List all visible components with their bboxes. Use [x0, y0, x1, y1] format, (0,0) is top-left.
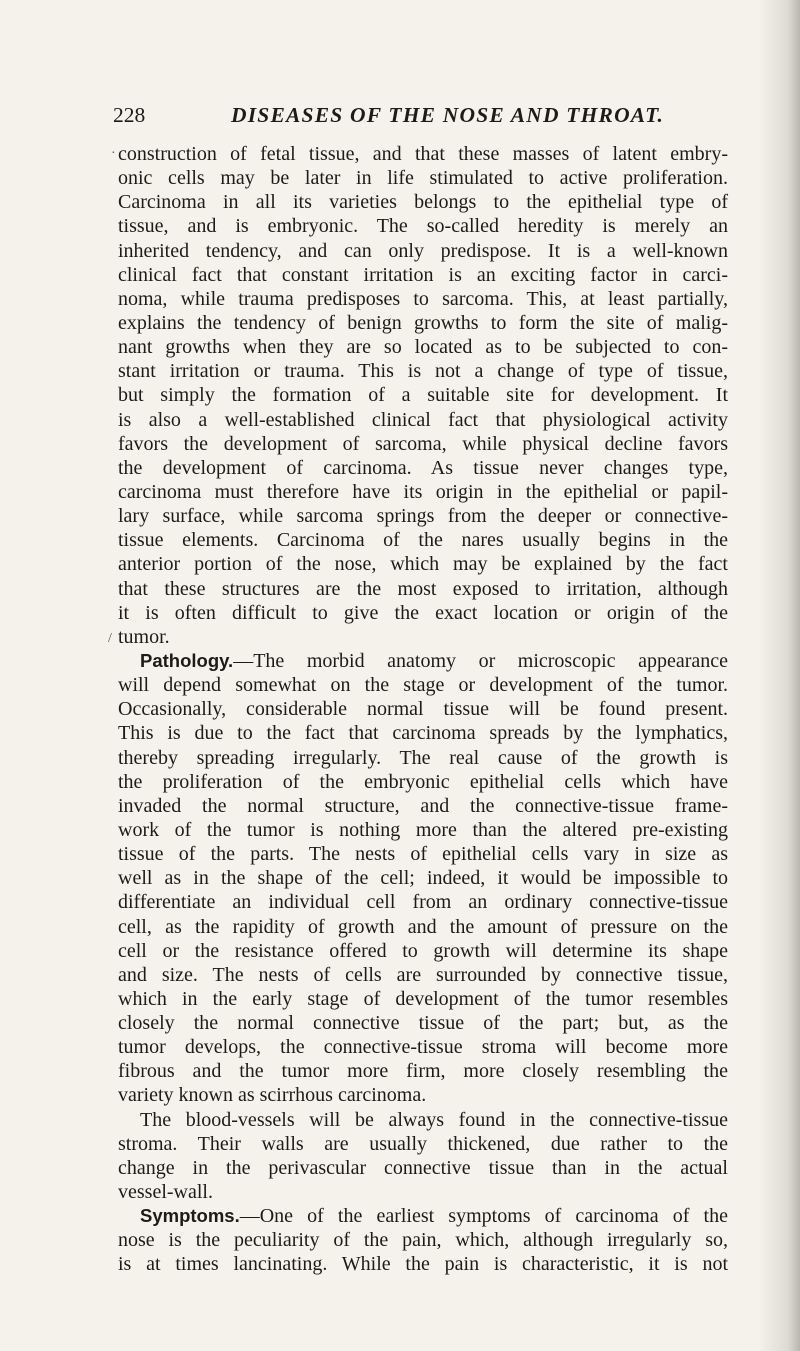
text-line: change in the perivascular connective tissue than in the actual — [118, 1156, 728, 1179]
symptoms-lead: —One of the earliest symptoms of carcinoma of the — [239, 1205, 728, 1228]
text-line: anterior portion of the nose, which may be explained by the fact — [118, 553, 728, 576]
text-line: which in the early stage of development of the tumor resembles — [118, 987, 728, 1010]
text-line: is also a well-established clinical fact that physiological activity — [118, 408, 728, 431]
text-line: tissue of the parts. The nests of epithelial cells vary in size as — [118, 843, 728, 866]
text-line: stant irritation or trauma. This is not a change of type of tissue, — [118, 360, 728, 383]
text-line: carcinoma must therefore have its origin in the epithelial or papil- — [118, 480, 728, 503]
text-line: but simply the formation of a suitable site for development. It — [118, 384, 728, 407]
text-line: fibrous and the tumor more firm, more closely resembling the — [118, 1060, 728, 1083]
body-text — [118, 142, 728, 1277]
text-line: cell or the resistance offered to growth will determine its shape — [118, 939, 728, 962]
text-line: favors the development of sarcoma, while physical decline favors — [118, 432, 728, 455]
text-line: invaded the normal structure, and the connective-tissue frame- — [118, 794, 728, 817]
text-line: construction of fetal tissue, and that these masses of latent embry- — [118, 143, 728, 165]
text-line: nant growths when they are so located as to be subjected to con- — [118, 336, 728, 359]
text-line: explains the tendency of benign growths to form the site of malig- — [118, 311, 728, 334]
text-line: This is due to the fact that carcinoma spreads by the lymphatics, — [118, 722, 728, 745]
text-line: cell, as the rapidity of growth and the amount of pressure on the — [118, 915, 728, 938]
margin-mark-dot: · — [111, 146, 116, 161]
text-line: differentiate an individual cell from an ordinary connective-tissue — [118, 891, 728, 914]
text-line: onic cells may be later in life stimulated to active proliferation. — [118, 167, 728, 190]
pathology-heading: Pathology. — [140, 649, 234, 671]
text-line: is at times lancinating. While the pain is characteristic, it is not — [118, 1253, 728, 1276]
text-line: that these structures are the most exposed to irritation, although — [118, 577, 728, 600]
text-line: tumor. — [118, 625, 170, 648]
text-line: tumor develops, the connective-tissue stroma will become more — [118, 1036, 728, 1059]
page-edge-shadow — [758, 0, 800, 1351]
text-line: thereby spreading irregularly. The real cause of the growth is — [118, 746, 728, 769]
text-line: vessel-wall. — [118, 1181, 213, 1204]
text-line: The blood-vessels will be always found in the connective-tissue — [140, 1108, 728, 1131]
page-number: 228 — [113, 103, 146, 127]
text-line: lary surface, while sarcoma springs from the deeper or connective- — [118, 505, 728, 528]
text-line: tissue elements. Carcinoma of the nares usually begins in the — [118, 529, 728, 552]
text-line: noma, while trauma predisposes to sarcoma. This, at least partially, — [118, 287, 728, 310]
text-line: Carcinoma in all its varieties belongs to the epithelial type of — [118, 191, 728, 214]
text-line: the proliferation of the embryonic epithelial cells which have — [118, 770, 728, 793]
text-line: Occasionally, considerable normal tissue will be found present. — [118, 698, 728, 721]
text-line: inherited tendency, and can only predispose. It is a well-known — [118, 239, 728, 262]
text-line-pathology — [118, 649, 728, 673]
text-line: well as in the shape of the cell; indeed, it would be impossible to — [118, 867, 728, 890]
text-line: and size. The nests of cells are surrounded by connective tissue, — [118, 963, 728, 986]
running-header — [113, 100, 713, 130]
text-line: stroma. Their walls are usually thickened, due rather to the — [118, 1132, 728, 1155]
text-line: closely the normal connective tissue of the part; but, as the — [118, 1012, 728, 1035]
text-line: will depend somewhat on the stage or development of the tumor. — [118, 674, 728, 697]
text-line: variety known as scirrhous carcinoma. — [118, 1084, 427, 1107]
pathology-lead: —The morbid anatomy or microscopic appearance — [233, 649, 728, 672]
margin-mark-slash: / — [108, 631, 112, 646]
text-line: nose is the peculiarity of the pain, which, although irregularly so, — [118, 1229, 728, 1252]
text-line: clinical fact that constant irritation is an exciting factor in carci- — [118, 263, 728, 286]
text-line-symptoms — [118, 1204, 728, 1228]
text-line: the development of carcinoma. As tissue never changes type, — [118, 456, 728, 479]
text-line: work of the tumor is nothing more than the altered pre-existing — [118, 818, 728, 841]
symptoms-heading: Symptoms. — [140, 1205, 240, 1227]
text-line: it is often difficult to give the exact location or origin of the — [118, 601, 728, 624]
text-line: tissue, and is embryonic. The so-called heredity is merely an — [118, 215, 728, 238]
running-title: DISEASES OF THE NOSE AND THROAT. — [231, 103, 665, 127]
